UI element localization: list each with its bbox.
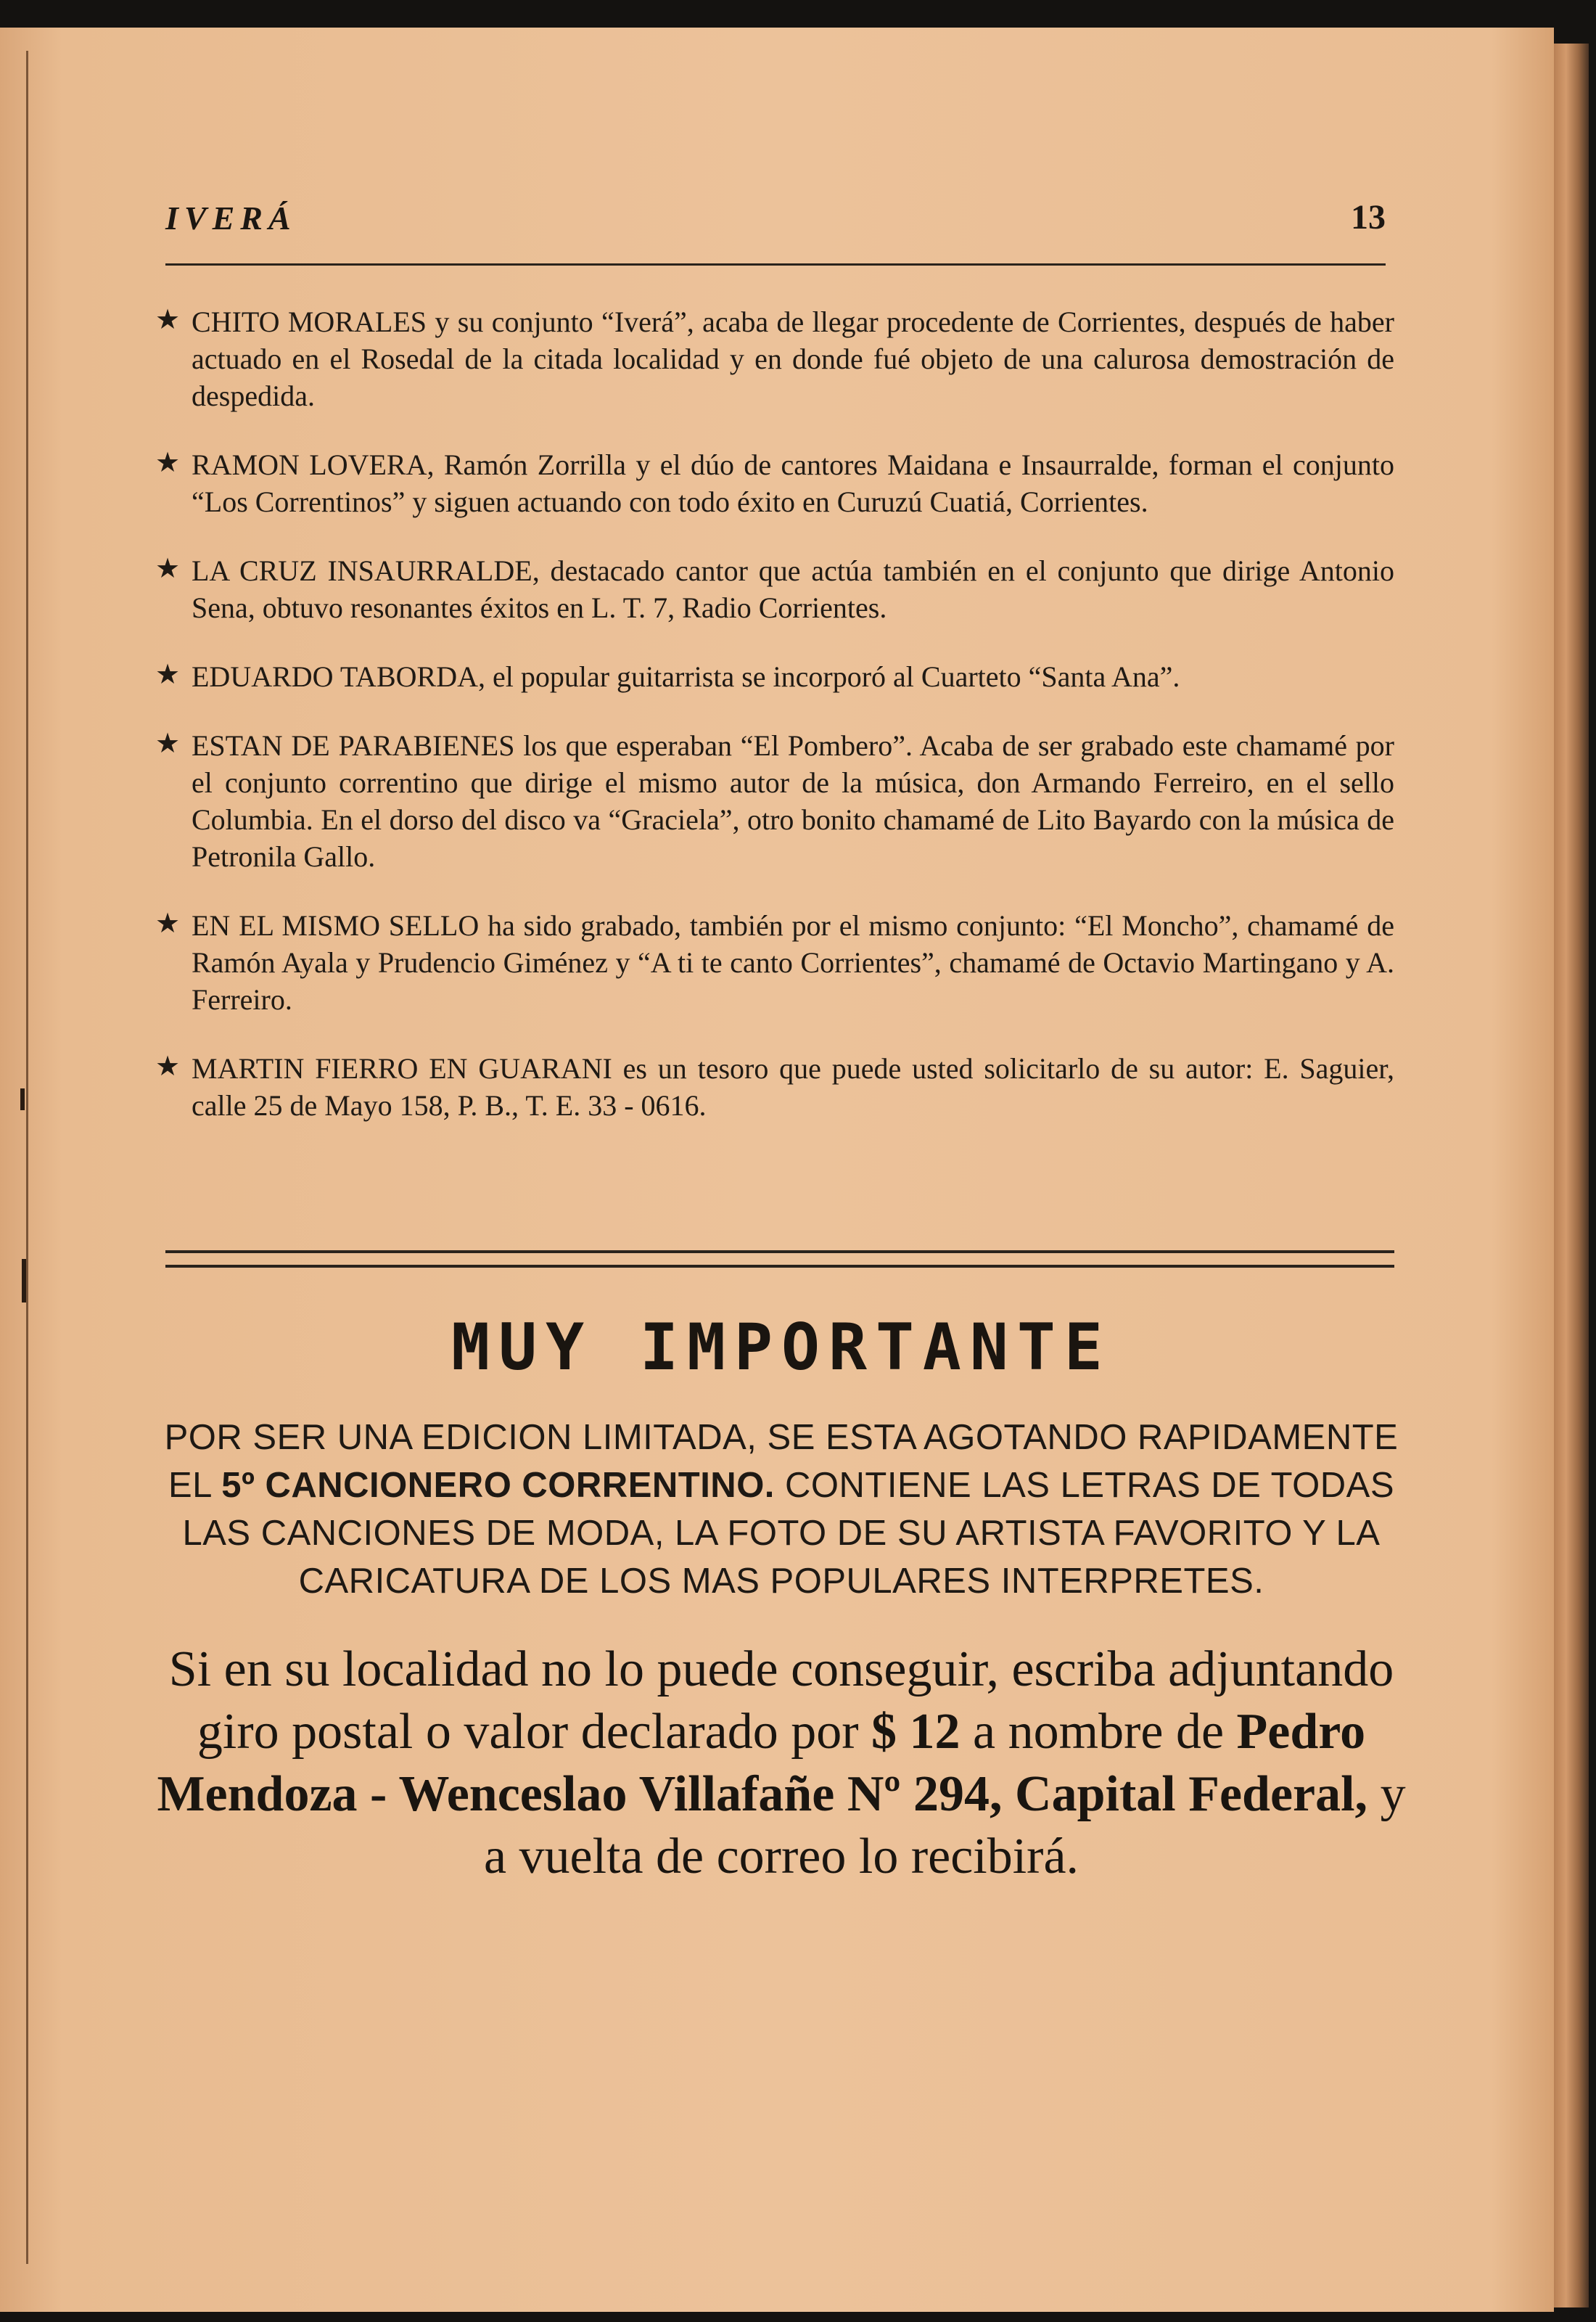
star-icon: ★ xyxy=(155,908,181,939)
news-item-text: , Ramón Zorrilla y el dúo de cantores Maidana e Insaurralde, forman el conjunto “Los Correntinos” y siguen actuando con todo éxito en Curuzú Cuatiá, Corrientes. xyxy=(192,448,1394,518)
news-item-text: , el popular guitarrista se incorporó al Cuarteto “Santa Ana”. xyxy=(477,660,1180,693)
order-recipient: Pedro Mendoza - Wenceslao Villafañe Nº 294, Capital Federal, xyxy=(157,1704,1368,1822)
order-price: $ 12 xyxy=(871,1704,961,1760)
star-icon: ★ xyxy=(155,554,181,584)
star-icon: ★ xyxy=(155,448,181,478)
running-title: IVERÁ xyxy=(165,200,297,237)
news-item xyxy=(151,446,1394,520)
news-item-lead: CHITO MORALES xyxy=(192,305,427,338)
announcement-body xyxy=(154,1414,1409,1605)
news-item-lead: ESTAN DE PARABIENES xyxy=(192,729,515,762)
section-divider xyxy=(165,1250,1394,1253)
star-icon: ★ xyxy=(155,660,181,690)
news-item xyxy=(151,658,1394,695)
news-item-lead: EDUARDO TABORDA xyxy=(192,660,478,693)
news-item-lead: EN EL MISMO SELLO xyxy=(192,909,480,942)
news-item-lead: LA CRUZ INSAURRALDE xyxy=(192,554,532,587)
news-item-text: los que esperaban “El Pombero”. Acaba de ser grabado este chamamé por el conjunto correntino que dirige el mismo autor de la música, don Armando Ferreiro, en el sello Columbia. En el dorso del disco va “Graciela”, otro bonito chamamé de Lito Bayardo con la música de Petronila Gallo. xyxy=(192,729,1394,873)
news-item-lead: RAMON LOVERA xyxy=(192,448,427,481)
news-item-text: ha sido grabado, también por el mismo conjunto: “El Moncho”, chamamé de Ramón Ayala y Prudencio Giménez y “A ti te canto Corrientes”, chamamé de Octavio Martingano y A. Ferreiro. xyxy=(192,909,1394,1016)
news-item-text: es un tesoro que puede usted solicitarlo de su autor: E. Saguier, calle 25 de Mayo 158, P. B., T. E. 33 - 0616. xyxy=(192,1052,1394,1122)
news-item-text: y su conjunto “Iverá”, acaba de llegar procedente de Corrientes, después de haber actuado en el Rosedal de la citada localidad y en donde fué objeto de una calurosa demostración de despedida. xyxy=(192,305,1394,412)
page-header xyxy=(165,193,1386,244)
order-instructions xyxy=(154,1638,1409,1888)
news-list xyxy=(151,303,1394,1156)
news-item xyxy=(151,1050,1394,1124)
news-item xyxy=(151,552,1394,626)
star-icon: ★ xyxy=(155,729,181,759)
news-item xyxy=(151,907,1394,1018)
binding-mark xyxy=(20,1088,25,1110)
announcement-title: MUY IMPORTANTE xyxy=(451,1310,1111,1384)
binding-line xyxy=(26,51,28,2264)
star-icon: ★ xyxy=(155,305,181,335)
news-item-lead: MARTIN FIERRO EN GUARANI xyxy=(192,1052,612,1085)
news-item xyxy=(151,727,1394,875)
order-text: y a vuelta de correo lo recibirá. xyxy=(483,1766,1406,1884)
cancionero-title: 5º CANCIONERO CORRENTINO. xyxy=(221,1466,775,1505)
announcement xyxy=(154,1308,1409,1888)
binding-mark xyxy=(22,1259,26,1302)
announcement-text: CONTIENE LAS LETRAS DE TODAS LAS CANCIONES DE MODA, LA FOTO DE SU ARTISTA FAVORITO Y LA CARICATURA DE LOS MAS POPULARES INTERPRETES. xyxy=(182,1466,1395,1601)
order-text: a nombre de xyxy=(960,1704,1237,1760)
star-icon: ★ xyxy=(155,1051,181,1082)
header-rule xyxy=(165,263,1386,266)
news-item-text: , destacado cantor que actúa también en el conjunto que dirige Antonio Sena, obtuvo resonantes éxitos en L. T. 7, Radio Corrientes. xyxy=(192,554,1394,624)
page-number: 13 xyxy=(1351,198,1386,237)
news-item xyxy=(151,303,1394,414)
page-edge xyxy=(1554,44,1589,2307)
order-text: Si en su localidad no lo puede conseguir, escriba adjuntando giro postal o valor declarado por xyxy=(168,1641,1394,1760)
announcement-text: POR SER UNA EDICION LIMITADA, SE ESTA AGOTANDO RAPIDAMENTE EL xyxy=(164,1418,1399,1505)
section-divider xyxy=(165,1265,1394,1268)
